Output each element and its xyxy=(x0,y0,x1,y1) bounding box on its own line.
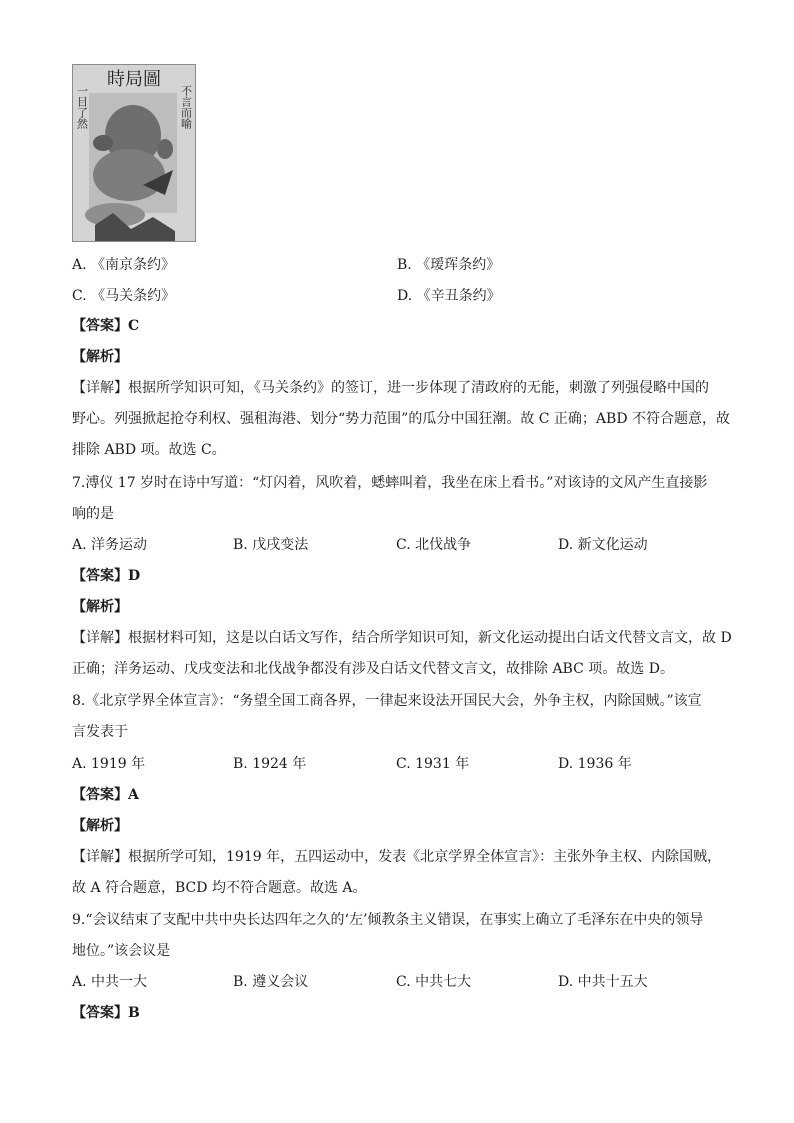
q8-analysis-label: 【解析】 xyxy=(72,818,128,834)
q9-answer: 【答案】B xyxy=(72,1005,140,1021)
q7-analysis-label: 【解析】 xyxy=(72,599,128,615)
q8-stem-line-1: 8.《北京学界全体宣言》：“务望全国工商各界，一律起来设法开国民大会，外争主权，内除国贼。”该宣 xyxy=(72,693,702,709)
q8-option-b: B. 1924 年 xyxy=(233,756,307,772)
q6-option-a: A. 《南京条约》 xyxy=(72,257,176,273)
q8-answer: 【答案】A xyxy=(72,787,139,803)
q9-stem-line-1: 9.“会议结束了支配中共中央长达四年之久的‘左’倾教条主义错误，在事实上确立了毛泽东在中央的领导 xyxy=(72,912,704,928)
cartoon-right-caption: 不言而喻 xyxy=(179,85,193,129)
q7-option-c: C. 北伐战争 xyxy=(396,537,472,553)
q6-option-b: B. 《瑷珲条约》 xyxy=(397,257,501,273)
cartoon-illustration xyxy=(73,65,195,241)
q8-option-d: D. 1936 年 xyxy=(558,756,632,772)
q8-detail-line-2: 故 A 符合题意，BCD 均不符合题意。故选 A。 xyxy=(72,880,367,896)
q9-stem-line-2: 地位。”该会议是 xyxy=(72,943,171,959)
q6-option-d: D. 《辛丑条约》 xyxy=(397,288,501,304)
q7-option-d: D. 新文化运动 xyxy=(558,537,648,553)
q7-answer: 【答案】D xyxy=(72,568,141,584)
q9-option-b: B. 遵义会议 xyxy=(233,974,309,990)
q6-detail-line-1: 【详解】根据所学知识可知，《马关条约》的签订，进一步体现了清政府的无能，刺激了列强侵略中国的 xyxy=(72,380,709,396)
q6-detail-line-3: 排除 ABD 项。故选 C。 xyxy=(72,442,226,458)
q6-analysis-label: 【解析】 xyxy=(72,349,128,365)
q6-detail-line-2: 野心。列强掀起抢夺利权、强租海港、划分“势力范围”的瓜分中国狂潮。故 C 正确；ABD 不符合题意，故 xyxy=(72,411,730,427)
q8-detail-line-1: 【详解】根据所学可知，1919 年，五四运动中，发表《北京学界全体宣言》：主张外争主权、内除国贼， xyxy=(72,849,722,865)
q6-answer: 【答案】C xyxy=(72,318,140,334)
q7-stem-line-1: 7.溥仪 17 岁时在诗中写道：“灯闪着，风吹着，蟋蟀叫着，我坐在床上看书。”对该诗的文风产生直接影 xyxy=(72,475,708,491)
q8-option-a: A. 1919 年 xyxy=(72,756,146,772)
q7-option-a: A. 洋务运动 xyxy=(72,537,148,553)
q6-option-c: C. 《马关条约》 xyxy=(72,288,176,304)
q7-option-b: B. 戊戌变法 xyxy=(233,537,309,553)
q7-detail-line-2: 正确；洋务运动、戊戌变法和北伐战争都没有涉及白话文代替文言文，故排除 ABC 项。故选 D。 xyxy=(72,661,674,677)
q9-option-a: A. 中共一大 xyxy=(72,974,148,990)
q8-option-c: C. 1931 年 xyxy=(396,756,470,772)
q7-detail-line-1: 【详解】根据材料可知，这是以白话文写作，结合所学知识可知，新文化运动提出白话文代替文言文，故 D xyxy=(72,630,732,646)
cartoon-title: 時局圖 xyxy=(107,69,161,90)
q8-stem-line-2: 言发表于 xyxy=(72,724,128,740)
q9-option-d: D. 中共十五大 xyxy=(558,974,648,990)
historical-cartoon-image xyxy=(72,64,196,242)
q7-stem-line-2: 响的是 xyxy=(72,506,114,522)
q9-option-c: C. 中共七大 xyxy=(396,974,472,990)
cartoon-left-caption: 一目了然 xyxy=(75,85,89,129)
